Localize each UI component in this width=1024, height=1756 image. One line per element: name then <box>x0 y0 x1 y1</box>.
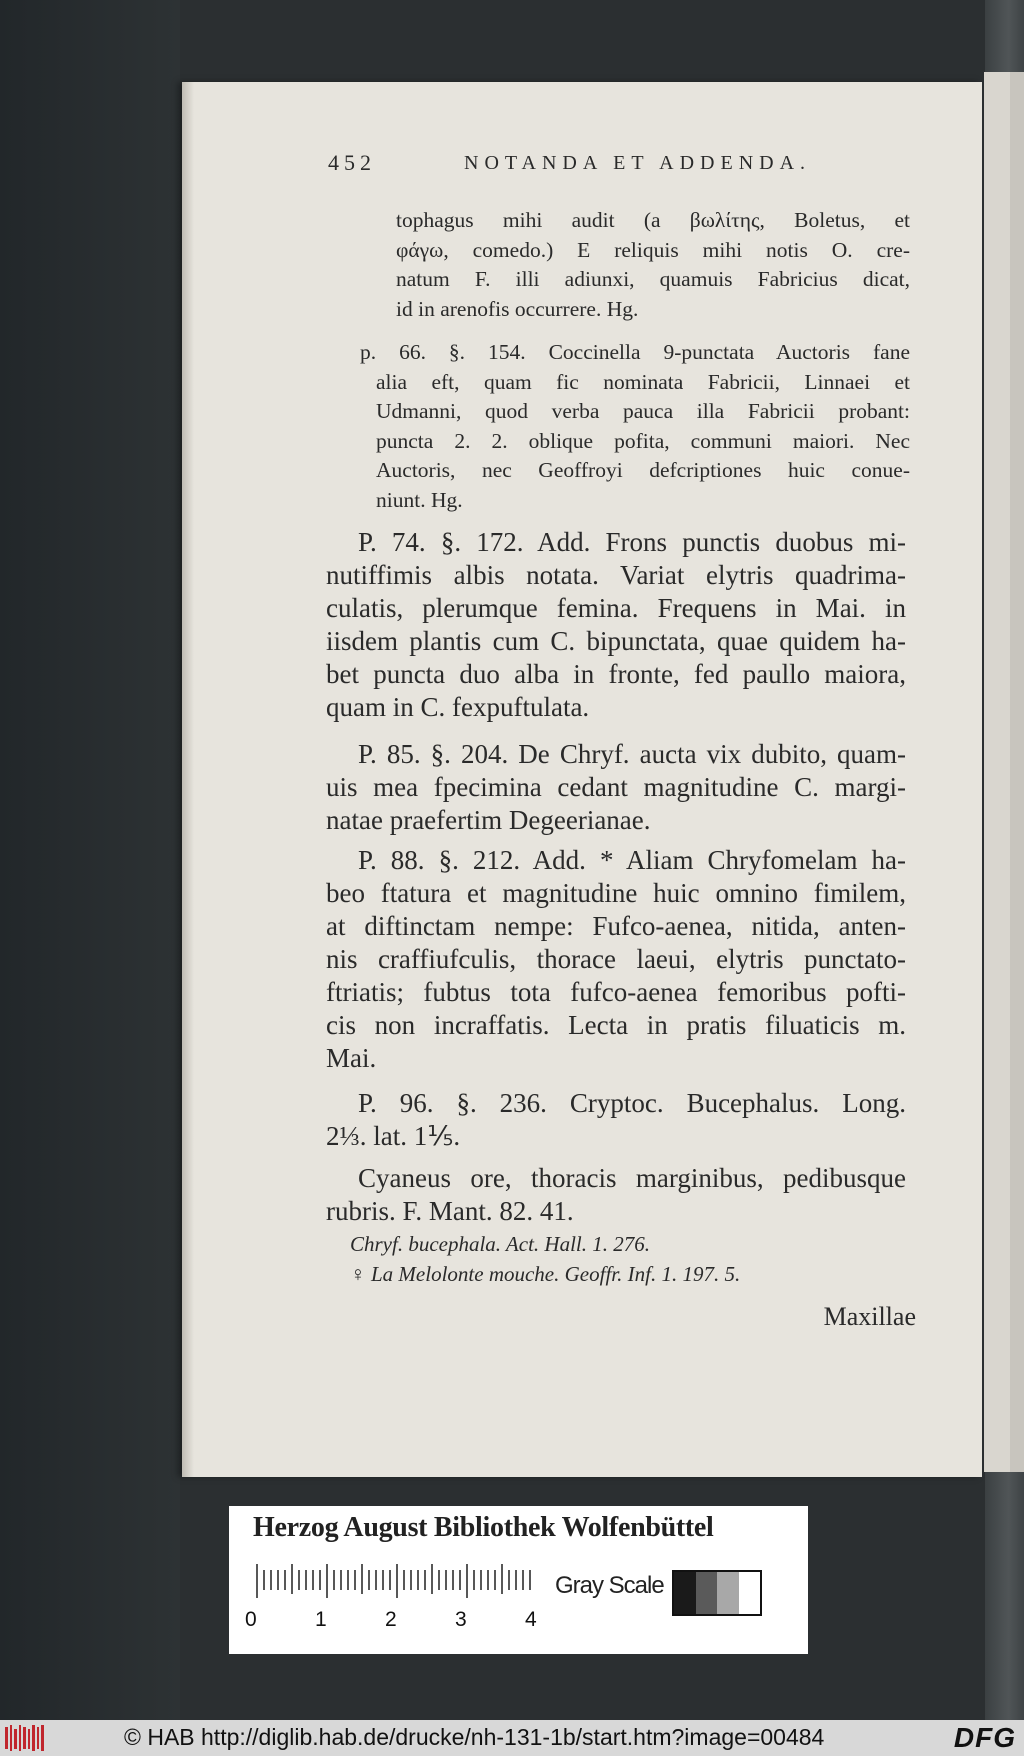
text-line: cis non incraffatis. Lecta in pratis filuaticis m. <box>326 1010 906 1040</box>
text-line: bet puncta duo alba in fronte, fed paullo maiora, <box>326 659 906 689</box>
catchword: Maxillae <box>823 1302 916 1331</box>
paragraph-2 <box>360 338 910 515</box>
footer-citation: © HAB http://diglib.hab.de/drucke/nh-131-1b/start.htm?image=00484 <box>124 1724 825 1750</box>
text-line: Cyaneus ore, thoracis marginibus, pedibusque <box>358 1163 906 1193</box>
text-line: nis craffiufculis, thorace laeui, elytris punctato- <box>326 944 906 974</box>
text-line: nutiffimis albis notata. Variat elytris quadrima- <box>326 560 906 590</box>
adjacent-page-edge <box>984 72 1010 1472</box>
paragraph-6 <box>326 1087 906 1153</box>
dfg-logo: DFG <box>953 1722 1016 1753</box>
paragraph-3 <box>326 526 906 724</box>
text-line: at diftinctam nempe: Fufco-aenea, nitida, anten- <box>326 911 906 941</box>
text-line: Auctoris, nec Geoffroyi defcriptiones huic conue- <box>376 458 910 482</box>
text-line: quam in C. fexpuftulata. <box>326 692 590 722</box>
ruler-scale <box>255 1564 535 1606</box>
text-line: P. 88. §. 212. Add. * Aliam Chryfomelam ha- <box>358 845 906 875</box>
text-line: p. 66. §. 154. Coccinella 9-punctata Auctoris fane <box>360 340 910 364</box>
scan-background-left <box>0 0 180 1720</box>
text-line: ftriatis; fubtus tota fufco-aenea femoribus pofti- <box>326 977 906 1007</box>
book-page <box>182 82 982 1477</box>
ruler-number: 1 <box>315 1608 327 1631</box>
text-line: niunt. Hg. <box>376 487 463 512</box>
citation-2: ♀ La Melolonte mouche. Geoffr. Inf. 1. 197. 5. <box>350 1262 741 1286</box>
ruler-number: 0 <box>245 1608 257 1631</box>
text-line: P. 96. §. 236. Cryptoc. Bucephalus. Long. <box>358 1088 906 1118</box>
text-line: culatis, plerumque femina. Frequens in Mai. in <box>326 593 906 623</box>
adjacent-page-edge-2 <box>1010 72 1024 1472</box>
paragraph-4 <box>326 738 906 837</box>
text-line: puncta 2. 2. oblique pofita, communi maiori. Nec <box>376 428 910 453</box>
hab-barcode-icon <box>4 1723 46 1753</box>
library-name: Herzog August Bibliothek Wolfenbüttel <box>253 1512 714 1543</box>
footer-bar <box>0 1720 1024 1756</box>
ruler-number: 2 <box>385 1608 397 1631</box>
text-line: Udmanni, quod verba pauca illa Fabricii probant: <box>376 399 910 423</box>
paragraph-7 <box>326 1162 906 1228</box>
paragraph-5 <box>326 844 906 1075</box>
text-line: id in arenofis occurrere. Hg. <box>396 296 639 321</box>
text-line: Mai. <box>326 1043 377 1073</box>
text-line: beo ftatura et magnitudine huic omnino fimilem, <box>326 878 906 908</box>
text-line: φάγω, comedo.) E reliquis mihi notis O. cre- <box>396 237 910 262</box>
text-line: P. 85. §. 204. De Chryf. aucta vix dubito, quam- <box>358 739 906 769</box>
ruler-number: 4 <box>525 1608 537 1631</box>
gray-scale-swatch <box>672 1570 762 1616</box>
text-line: tophagus mihi audit (a βωλίτης, Boletus, et <box>396 208 910 232</box>
text-line: iisdem plantis cum C. bipunctata, quae quidem ha- <box>326 626 906 656</box>
text-line: natae praefertim Degeerianae. <box>326 805 651 835</box>
text-line: natum F. illi adiunxi, quamuis Fabricius dicat, <box>396 267 910 291</box>
text-line: rubris. F. Mant. 82. 41. <box>326 1196 574 1226</box>
gray-scale-label: Gray Scale <box>555 1572 664 1599</box>
text-line: 2⅓. lat. 1⅕. <box>326 1121 461 1151</box>
running-title: NOTANDA ET ADDENDA. <box>464 152 812 174</box>
library-color-card <box>229 1506 808 1654</box>
text-line: P. 74. §. 172. Add. Frons punctis duobus mi- <box>358 527 906 557</box>
paragraph-1 <box>396 206 910 324</box>
text-line: alia eft, quam fic nominata Fabricii, Linnaei et <box>376 369 910 394</box>
citation-1: Chryf. bucephala. Act. Hall. 1. 276. <box>350 1232 650 1256</box>
ruler-number: 3 <box>455 1608 467 1631</box>
text-line: uis mea fpecimina cedant magnitudine C. margi- <box>326 772 906 802</box>
page-number: 452 <box>328 150 376 175</box>
